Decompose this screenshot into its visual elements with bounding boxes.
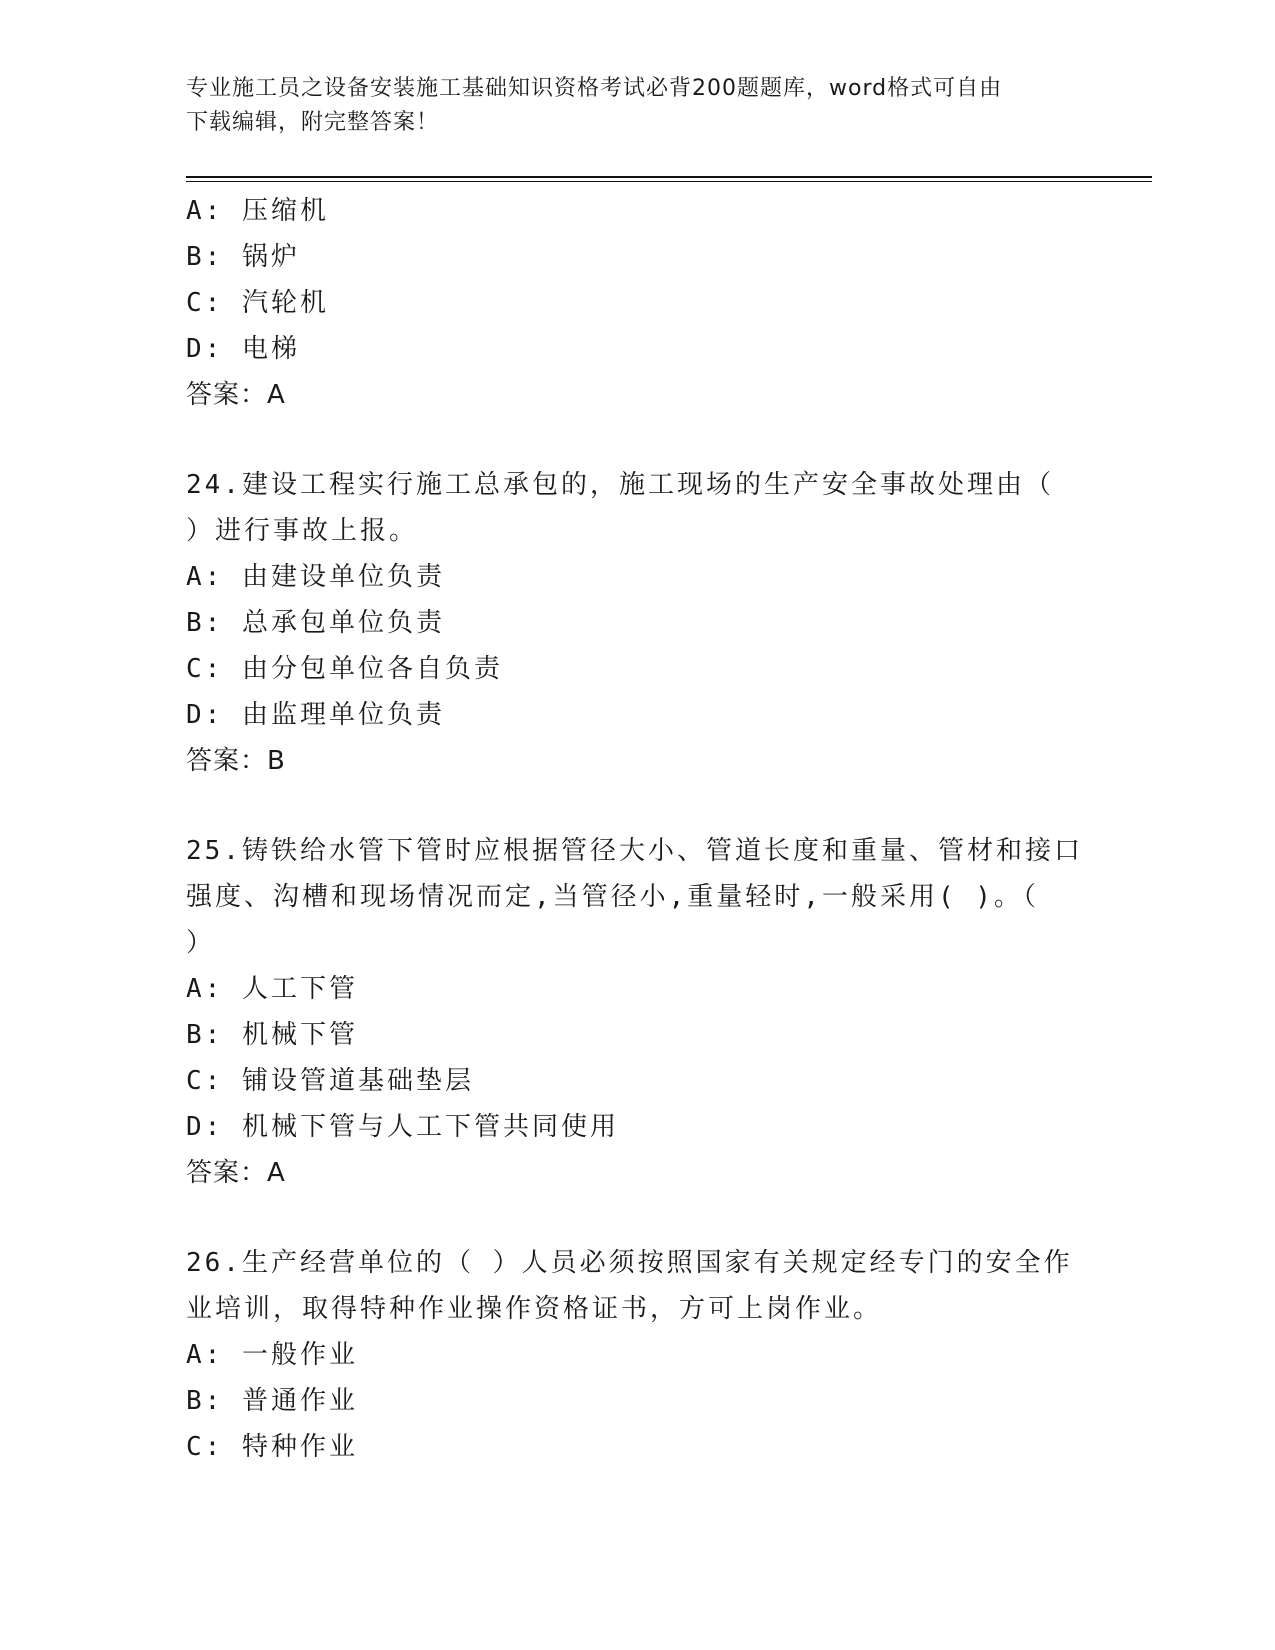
question-24-block	[186, 462, 1086, 784]
header-line-2: 下载编辑，附完整答案！	[186, 110, 440, 135]
option-c: C: 特种作业	[186, 1432, 358, 1462]
question-26-block	[186, 1240, 1086, 1470]
option-b: B: 锅炉	[186, 242, 300, 272]
option-c: C: 汽轮机	[186, 288, 329, 318]
option-a: A: 一般作业	[186, 1340, 358, 1370]
question-text-line-1: 26.生产经营单位的（ ）人员必须按照国家有关规定经专门的安全作	[186, 1248, 1073, 1278]
answer-line: 答案：B	[186, 746, 286, 776]
question-25-block	[186, 828, 1086, 1196]
header-divider-thin	[186, 181, 1152, 182]
option-b: B: 总承包单位负责	[186, 608, 445, 638]
question-text-line-2: 强度、沟槽和现场情况而定,当管径小,重量轻时,一般采用( )。（	[186, 882, 1039, 912]
option-d: D: 机械下管与人工下管共同使用	[186, 1112, 619, 1142]
header-line-1: 专业施工员之设备安装施工基础知识资格考试必背200题题库，word格式可自由	[186, 76, 1003, 101]
option-b: B: 机械下管	[186, 1020, 358, 1050]
question-text-line-1: 24.建设工程实行施工总承包的，施工现场的生产安全事故处理由（	[186, 470, 1054, 500]
option-a: A: 人工下管	[186, 974, 358, 1004]
document-header	[186, 72, 1066, 140]
option-b: B: 普通作业	[186, 1386, 358, 1416]
option-c: C: 铺设管道基础垫层	[186, 1066, 474, 1096]
answer-line: 答案：A	[186, 380, 286, 410]
header-divider-thick	[186, 176, 1152, 178]
option-a: A: 由建设单位负责	[186, 562, 445, 592]
question-text-line-2: 业培训，取得特种作业操作资格证书，方可上岗作业。	[186, 1294, 883, 1324]
option-d: D: 电梯	[186, 334, 300, 364]
question-text-line-1: 25.铸铁给水管下管时应根据管径大小、管道长度和重量、管材和接口	[186, 836, 1083, 866]
question-text-line-3: ）	[186, 928, 216, 958]
question-23-block	[186, 188, 1086, 418]
option-a: A: 压缩机	[186, 196, 329, 226]
spacer	[186, 418, 1086, 462]
option-c: C: 由分包单位各自负责	[186, 654, 503, 684]
answer-line: 答案：A	[186, 1158, 286, 1188]
spacer	[186, 784, 1086, 828]
option-d: D: 由监理单位负责	[186, 700, 445, 730]
spacer	[186, 1196, 1086, 1240]
question-list	[186, 188, 1086, 1470]
question-text-line-2: ）进行事故上报。	[186, 516, 419, 546]
